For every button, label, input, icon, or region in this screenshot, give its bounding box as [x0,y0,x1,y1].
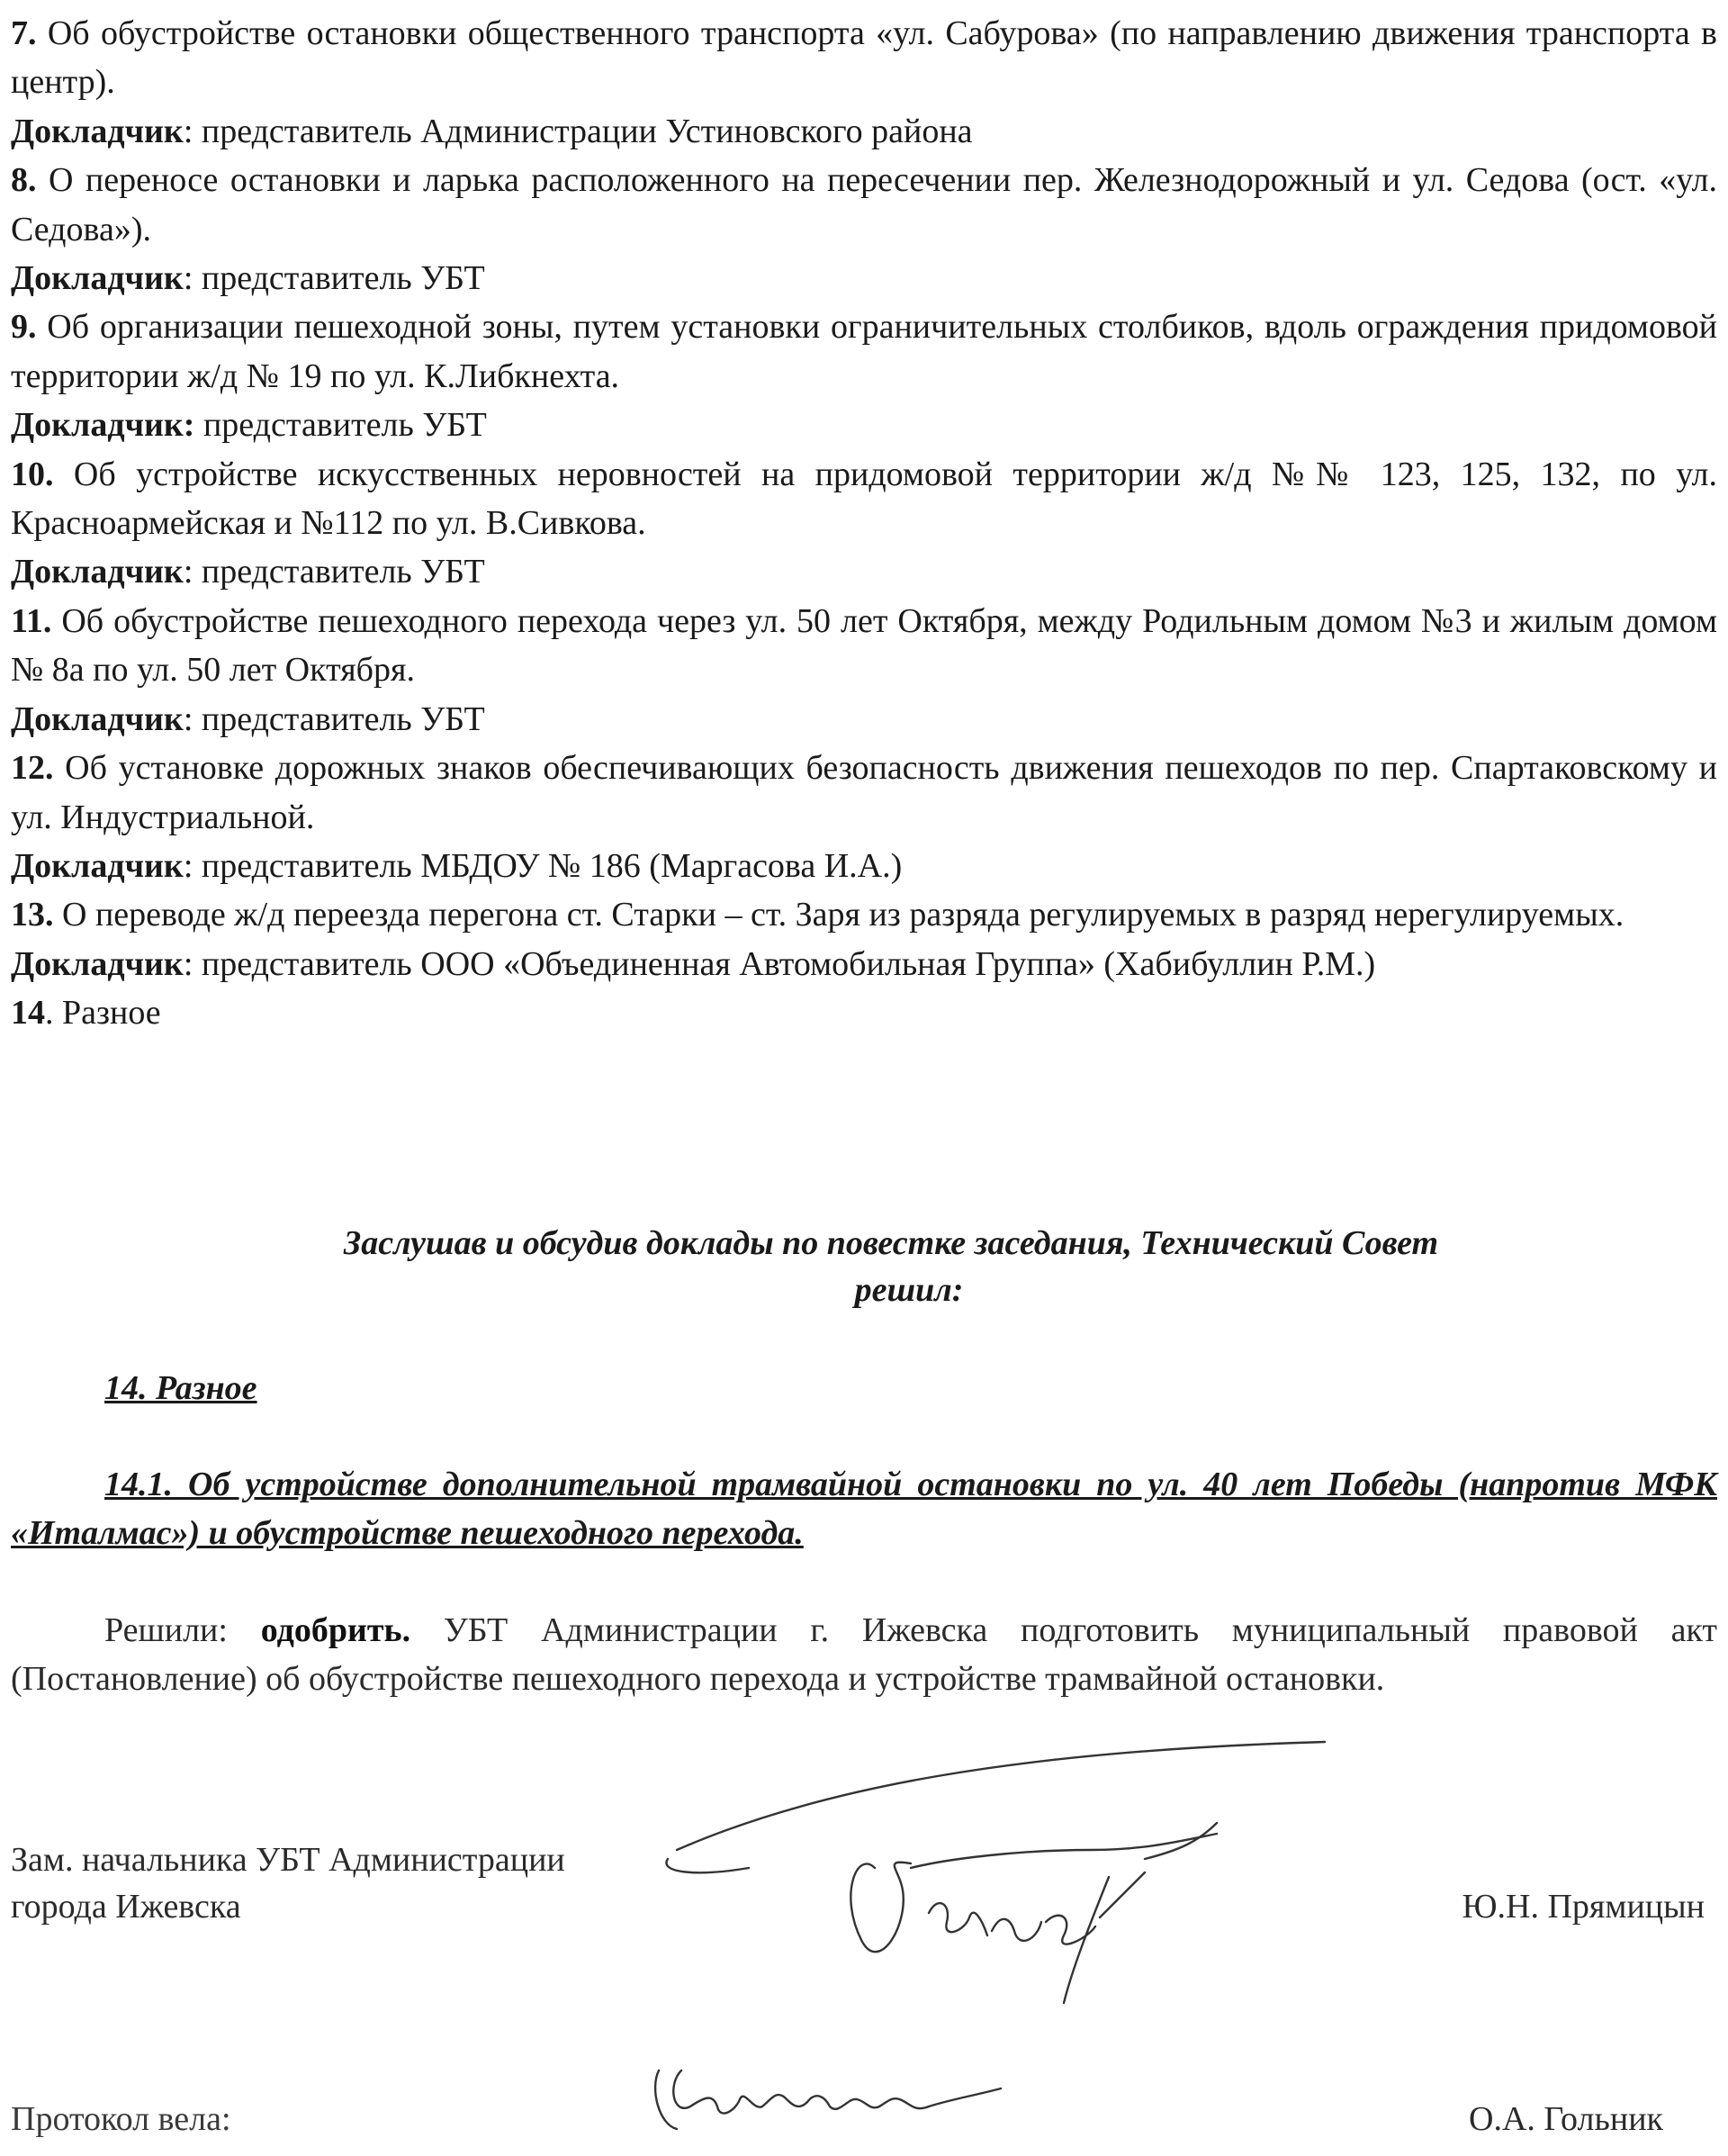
document-page [11,0,1717,2156]
agenda-list [11,9,1717,1038]
agenda-item [11,450,1717,548]
signatory-position-line-1: Зам. начальника УБТ Администрации [11,1841,565,1879]
agenda-item-text: Об установке дорожных знаков обеспечивающих безопасность движения пешеходов по пер. Спартаковскому и ул. Индустриальной. [11,749,1717,836]
speaker-value: : представитель УБТ [183,699,485,738]
agenda-item-number: 14 [11,994,45,1033]
agenda-item-text: Об обустройстве остановки общественного транспорта «ул. Сабурова» (по направлению движения транспорта в центр). [11,14,1717,102]
resolution-heading [11,1220,1717,1313]
speaker-value: : представитель ООО «Объединенная Автомобильная Группа» (Хабибуллин Р.М.) [183,944,1376,983]
agenda-item-speaker [11,107,1717,156]
agenda-item-speaker [11,401,1717,449]
speaker-label: Докладчик [11,259,184,298]
agenda-item-speaker [11,547,1717,596]
signatory-name: Ю.Н. Прямицын [1462,1888,1705,1926]
agenda-item [11,597,1717,695]
heading-line-1: Заслушав и обсудив доклады по повестке заседания, Технический Совет [343,1224,1439,1262]
agenda-item [11,302,1717,401]
speaker-value: : представитель Администрации Устиновского района [183,112,973,150]
agenda-item-text: О переводе ж/д переезда перегона ст. Старки – ст. Заря из разряда регулируемых в разряд нерегулируемых. [53,896,1624,934]
agenda-item-number: 8. [11,161,37,200]
agenda-item-number: 11. [11,601,52,640]
signatory-position [11,1836,565,1930]
protocol-label: Протокол вела: [11,2100,231,2138]
agenda-item [11,890,1717,939]
protocol-name: О.А. Гольник [1469,2100,1663,2138]
signatory-position-line-2: города Ижевска [11,1888,241,1926]
agenda-item-text: Об обустройстве пешеходного перехода через ул. 50 лет Октября, между Родильным домом №3 и жилым домом № 8а по ул. 50 лет Октября. [11,601,1717,690]
speaker-label: Докладчик [11,553,184,591]
speaker-value: : представитель МБДОУ № 186 (Маргасова И.А.) [183,846,903,885]
decision-text: УБТ Администрации г. Ижевска подготовить муниципальный правовой акт (Постановление) об обустройстве пешеходного перехода и устройстве трамвайной остановки. [11,1611,1718,1698]
speaker-value: : представитель УБТ [183,553,485,591]
agenda-item-text: Об организации пешеходной зоны, путем установки ограничительных столбиков, вдоль ограждения придомовой территории ж/д № 19 по ул. К.Либкнехта. [11,308,1717,395]
agenda-item-number: 12. [11,749,54,788]
speaker-label: Докладчик [11,112,184,150]
agenda-item-speaker [11,842,1717,890]
signature-block [11,1836,1717,2142]
speaker-value: представитель УБТ [194,406,487,445]
agenda-item-number: 10. [11,455,54,493]
agenda-item-misc [11,988,1717,1037]
speaker-label: Докладчик [11,699,184,738]
subsection-title: 14.1. Об устройстве дополнительной трамвайной остановки по ул. 40 лет Победы (напротив МФК «Италмас») и обустройстве пешеходного перехода. [11,1466,1717,1552]
signature-golnik [641,2043,1019,2142]
section-title: 14. Разное [104,1369,257,1407]
decision-paragraph [11,1606,1717,1703]
agenda-item [11,744,1717,842]
decision-verdict: одобрить. [260,1611,411,1649]
speaker-label: Докладчик [11,944,184,983]
agenda-item-speaker [11,695,1717,744]
agenda-item-text: О переносе остановки и ларька расположенного на пересечении пер. Железнодорожный и ул. Седова (ост. «ул. Седова»). [11,161,1717,248]
agenda-item-number: 7. [11,14,37,52]
speaker-label: Докладчик: [11,406,195,445]
agenda-item-text: Об устройстве искусственных неровностей на придомовой территории ж/д №№ 123, 125, 132, по ул. Красноармейская и №112 по ул. В.Сивкова. [11,455,1717,543]
speaker-label: Докладчик [11,846,184,885]
speaker-value: : представитель УБТ [183,259,485,298]
agenda-item-text: . Разное [45,994,161,1033]
agenda-item [11,156,1717,254]
agenda-item-speaker [11,254,1717,302]
agenda-item-number: 9. [11,308,37,347]
decision-prefix: Решили: [104,1611,261,1649]
heading-line-2: решил: [854,1271,964,1309]
agenda-item-speaker [11,940,1717,988]
agenda-item-number: 13. [11,896,54,934]
signature-pryamitsyn [641,1715,1379,2021]
agenda-item [11,9,1717,107]
